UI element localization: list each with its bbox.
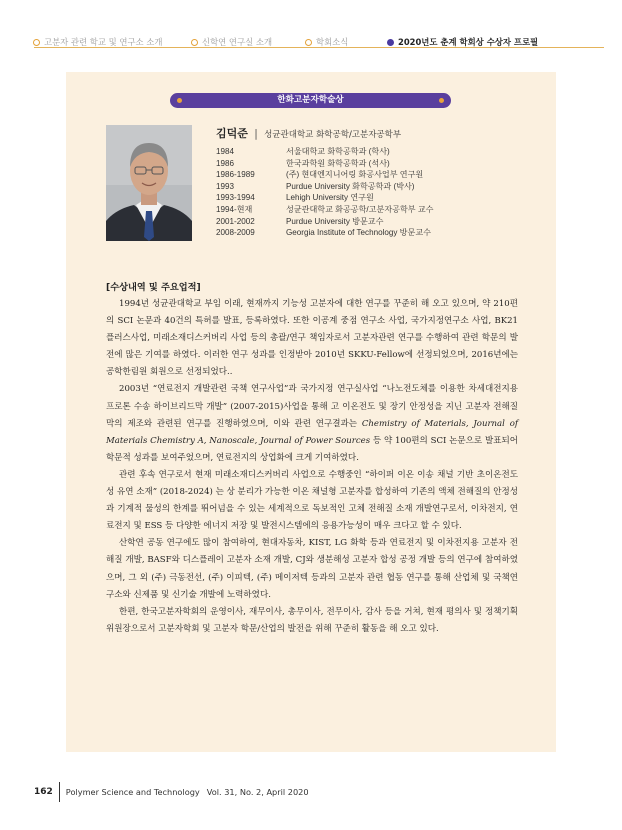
nav-bullet-icon [33,39,40,46]
paragraph: 산학연 공동 연구에도 많이 참여하여, 현대자동차, KIST, LG 화학 등과 연료전지 및 이차전지용 고분자 전해질 개발, BASF와 디스플레이 고분자 소재 개발, CJ와 생분해성 고분자 합성 공정 개발 등의 연구에 참여하였으며, 그 외 (주) 극동전선, (주) 이피텍, (주) 메이저텍 등과의 고분자 관련 협동 연구를 통해 산업체 및 국책연구소와 신제품 및 신기술 개발에 노력하였다. [106,538,518,600]
portrait-photo [106,125,192,241]
footer-divider [59,782,60,802]
nav-bullet-icon [305,39,312,46]
journal-names: Chemistry of Materials, Journal of Materials Chemistry A, Nanoscale, Journal of Power Sources [106,418,518,446]
career-desc: Purdue University 화학공학과 (박사) [286,181,415,191]
career-year: 1984 [216,147,235,156]
nav-item-labs[interactable] [191,36,272,48]
career-year: 1986 [216,158,235,168]
career-row [216,169,433,181]
career-year: 1993 [216,181,235,191]
career-desc: Purdue University 방문교수 [286,216,384,226]
page-footer [34,782,309,802]
career-desc: 성균관대학교 화공공학/고분자공학부 교수 [286,204,434,214]
paragraph-text: 2003년 “연료전지 개발관련 국책 연구사업”과 국가지정 연구실사업 “나노전도체를 이용한 차세대전지용 프로톤 수송 하이브리드막 개발” (2007-2015)사업을 통해 고 이온전도 및 장기 안정성을 지닌 고분자 전해질 막의 제조와 관련된 연구를 진행하였으며, 이와 관련 연구결과는 [106,384,518,429]
achievements-body [106,296,518,638]
career-year: 2008-2009 [216,228,255,238]
paragraph: 1994년 성균관대학교 부임 이래, 현재까지 기능성 고분자에 대한 연구를 꾸준히 해 오고 있으며, 약 210편의 SCI 논문과 40건의 특허를 발표, 등록하였다. 또한 이공계 중점 연구소 사업, 국가지정연구소 사업, BK21 플러스사업, 미래소재디스커버리 사업 등의 총괄/연구 책임자로서 고분자관련 연구를 수행하여 관련 학문의 발전에 많은 기여를 하였다. 이러한 연구 성과를 인정받아 2010년 SKKU-Fellow에 선정되었으며, 2016년에는 공학한림원 회원으로 선정되었다.. [106,299,518,378]
profile-name-line [216,125,401,141]
paragraph: 관련 후속 연구로서 현재 미래소재디스커버리 사업으로 수행중인 “하이퍼 이온 이송 채널 기반 초이온전도성 유연 소재” (2018-2024) 는 상 분리가 가능한 이온 채널형 고분자를 합성하여 기존의 액체 전해질의 안정성과 기계적 물성의 한계를 뛰어넘을 수 있는 세계적으로 독보적인 고체 전해질 소재 개발연구로서, 이차전지, 연료전지 및 ESS 등 다양한 에너지 저장 및 발전시스템에의 응용가능성이 매우 크다고 할 수 있다. [106,469,518,532]
paragraph: 한편, 한국고분자학회의 운영이사, 재무이사, 총무이사, 전무이사, 감사 등을 거쳐, 현재 평의사 및 정책기획위원장으로서 고분자학회 및 고분자 학문/산업의 발전을 위해 꾸준히 활동을 해 오고 있다. [106,606,518,634]
nav-item-label: 2020년도 춘계 학회상 수상자 프로필 [398,37,539,47]
career-row [216,181,433,193]
nav-item-schools[interactable] [33,36,162,48]
career-year: 1994-현재 [216,204,253,214]
journal-issue: Vol. 31, No. 2, April 2020 [206,787,309,797]
career-year: 1986-1989 [216,170,255,180]
nav-item-award-profile[interactable] [387,36,538,48]
career-desc: Lehigh University 연구원 [286,193,374,203]
career-row [216,204,433,216]
nav-item-label: 고분자 관련 학교 및 연구소 소개 [44,37,163,47]
section-title: [수상내역 및 주요업적] [106,282,201,293]
career-row [216,227,433,239]
paragraph-text: 등 약 100편의 SCI 논문으로 발표되어 학문적 성과를 보여주었으며, 연료전지의 상업화에 크게 기여하였다. [106,435,519,463]
career-list [216,146,433,239]
career-desc: Georgia Institute of Technology 방문교수 [286,228,431,238]
career-row [216,146,433,158]
page-number: 162 [34,787,53,797]
profile-name: 김덕준 [216,127,248,140]
nav-item-label: 학회소식 [316,37,349,47]
nav-item-label: 신학연 연구실 소개 [202,37,273,47]
career-row [216,216,433,228]
profile-panel [66,72,556,752]
journal-title: Polymer Science and Technology [65,787,200,797]
award-title: 한화고분자학술상 [277,95,344,105]
career-year: 2001-2002 [216,216,255,226]
banner-dot-icon [439,98,444,103]
career-year: 1993-1994 [216,193,255,203]
top-navigation [0,0,622,56]
career-row [216,158,433,170]
nav-item-news[interactable] [305,36,348,48]
nav-bullet-icon [387,39,394,46]
nav-bullet-icon [191,39,198,46]
profile-affiliation: 성균관대학교 화학공학/고분자공학부 [264,130,402,140]
name-separator: | [254,128,258,140]
career-desc: 서울대학교 화학공학과 (학사) [286,147,390,156]
paragraph [106,381,518,466]
career-desc: 한국과학원 화학공학과 (석사) [286,158,390,168]
career-desc: (주) 현대엔지니어링 화공사업부 연구원 [286,170,424,180]
award-banner [170,93,451,108]
career-row [216,192,433,204]
